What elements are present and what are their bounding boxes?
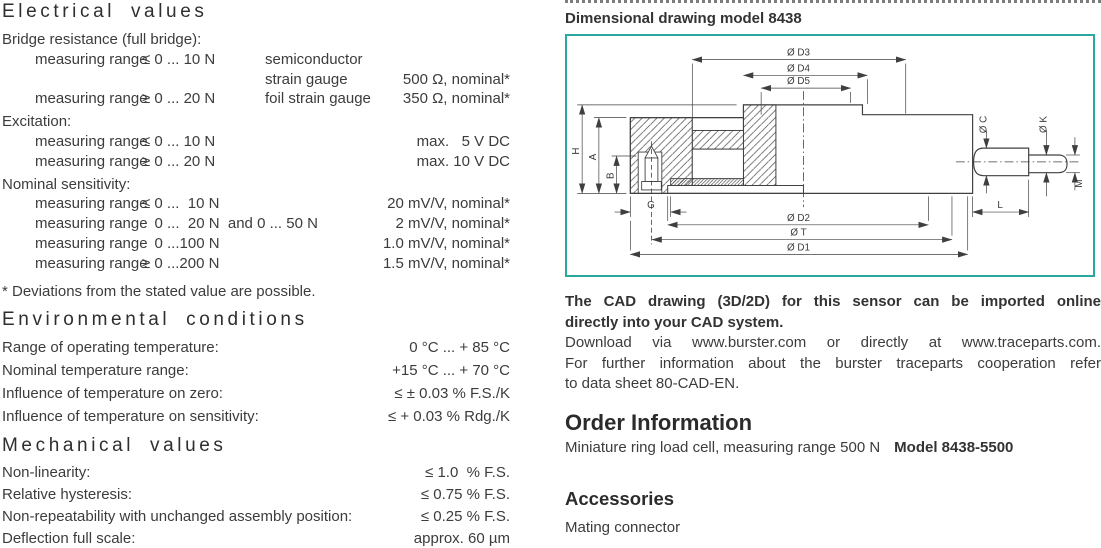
spec-value: max. 5 V DC [416,132,510,150]
spec-row [2,214,510,234]
spec-range: ≤ 0 ... 10 N [142,132,216,150]
spec-row [2,152,510,172]
spec-value: ≤ 0.75 % F.S. [420,485,510,503]
dotted-rule [565,0,1101,3]
spec-label: Non-repeatability with unchanged assembly position: [2,507,353,525]
spec-label: measuring range [35,132,148,150]
spec-label: measuring range [35,234,148,252]
dim-label-t: Ø T [790,227,807,239]
spec-label: measuring range [35,195,148,213]
spec-range: 0 ... 20 N and 0 ... 50 N [142,215,318,233]
dimensional-drawing-box [565,34,1095,277]
spec-value: 500 Ω, nominal* [402,70,510,88]
dim-label-d2: Ø D2 [787,212,811,224]
order-information-heading: Order Information [565,409,753,435]
electrical-values-heading: Electrical values [2,1,208,22]
footnote: * Deviations from the stated value are possible. [2,282,316,300]
spec-label: measuring range [35,90,148,108]
spec-row [2,336,510,359]
dim-label-d4: Ø D4 [787,63,811,75]
cad-text-line: For further information about the burster traceparts cooperation refer [565,354,1101,372]
mechanical-values-heading: Mechanical values [2,434,227,456]
accessories-item: Mating connector [565,518,681,536]
spec-label [2,70,142,90]
dim-label-a: A [587,153,599,161]
cad-paragraph [565,292,1101,395]
spec-value: max. 10 V DC [416,152,510,170]
spec-mid [265,132,417,152]
spec-label: Nominal temperature range: [2,361,189,379]
spec-mid: semiconductor [265,50,363,68]
spec-row [2,50,510,70]
spec-value: ≤ + 0.03 % Rdg./K [387,407,510,425]
spec-label: Range of operating temperature: [2,338,219,356]
spec-row [2,382,510,405]
spec-mid [265,214,395,234]
spec-row [2,405,510,428]
drawing-column [565,0,1101,538]
dimensional-drawing [567,36,1093,275]
dimensional-drawing-title: Dimensional drawing model 8438 [565,10,802,27]
spec-row [2,132,510,152]
specs-column [2,1,510,548]
spec-range: ≥ 0 ... 20 N [142,90,216,108]
accessories-heading: Accessories [565,487,675,509]
mechanical-rows [2,462,510,548]
cad-text-line: Download via www.burster.com or directly at www.traceparts.com. [565,334,1101,351]
dim-label-d1: Ø D1 [787,242,811,254]
spec-value: 350 Ω, nominal* [402,90,510,108]
spec-row [2,234,510,254]
order-model-number: Model 8438-5500 [894,438,1014,456]
dim-label-d5: Ø D5 [787,76,811,88]
spec-row [2,194,510,214]
spec-mid [265,234,383,254]
spec-value: ≤ 0.25 % F.S. [420,507,510,525]
dim-label-m: M [1073,179,1085,188]
spec-label: measuring range [35,215,148,233]
spec-range: 0 ...100 N [142,234,220,252]
spec-value: 20 mV/V, nominal* [387,195,510,213]
spec-range [142,70,265,90]
spec-label: Relative hysteresis: [2,485,133,503]
spec-value: +15 °C ... + 70 °C [392,361,510,379]
spec-value: ≤ ± 0.03 % F.S./K [394,384,510,402]
spec-range: ≥ 0 ... 20 N [142,152,216,170]
spec-row [2,484,510,506]
environmental-rows [2,336,510,428]
spec-group-label: Bridge resistance (full bridge): [2,31,202,48]
order-item-description: Miniature ring load cell, measuring range 500 N [565,438,881,456]
spec-row [2,506,510,528]
spec-value: approx. 60 µm [413,529,510,547]
dim-label-d3: Ø D3 [787,47,811,59]
dim-label-c: Ø C [978,115,990,134]
spec-mid: foil strain gauge [265,90,371,108]
spec-label: Non-linearity: [2,463,91,481]
spec-value: 0 °C ... + 85 °C [409,338,510,356]
spec-value: 1.5 mV/V, nominal* [382,254,510,272]
spec-value: 2 mV/V, nominal* [395,215,510,233]
cad-text-line: to data sheet 80-CAD-EN. [565,375,740,392]
spec-row [2,70,510,90]
spec-label: Influence of temperature on zero: [2,384,223,402]
cad-bold-line: The CAD drawing (3D/2D) for this sensor can be imported online [565,293,1101,310]
dim-label-h: H [571,147,583,155]
spec-range: ≤ 0 ... 10 N [142,195,220,213]
spec-mid [265,152,417,172]
spec-label: Influence of temperature on sensitivity: [2,407,259,425]
spec-row [2,359,510,382]
spec-mid: strain gauge [265,70,348,88]
cad-bold-line: directly into your CAD system. [565,313,784,331]
spec-label: measuring range [35,254,148,272]
order-row [565,438,1101,458]
spec-group-label: Excitation: [2,113,72,131]
dim-label-k: Ø K [1038,116,1050,133]
spec-mid [265,194,387,214]
spec-value: ≤ 1.0 % F.S. [425,463,510,481]
spec-label: measuring range [35,50,148,68]
spec-range: ≥ 0 ...200 N [142,254,220,272]
spec-label: Deflection full scale: [2,529,136,547]
spec-row [2,462,510,484]
dim-label-l: L [997,200,1003,212]
spec-row [2,528,510,548]
environmental-conditions-heading: Environmental conditions [2,308,308,330]
spec-group-label: Nominal sensitivity: [2,175,131,193]
spec-value: 1.0 mV/V, nominal* [382,234,510,252]
spec-mid [265,254,383,274]
dim-label-b: B [605,172,617,179]
spec-row [2,89,510,109]
dim-label-g: G [647,200,655,212]
spec-label: measuring range [35,152,148,170]
spec-row [2,254,510,274]
spec-range: ≤ 0 ... 10 N [142,50,216,68]
